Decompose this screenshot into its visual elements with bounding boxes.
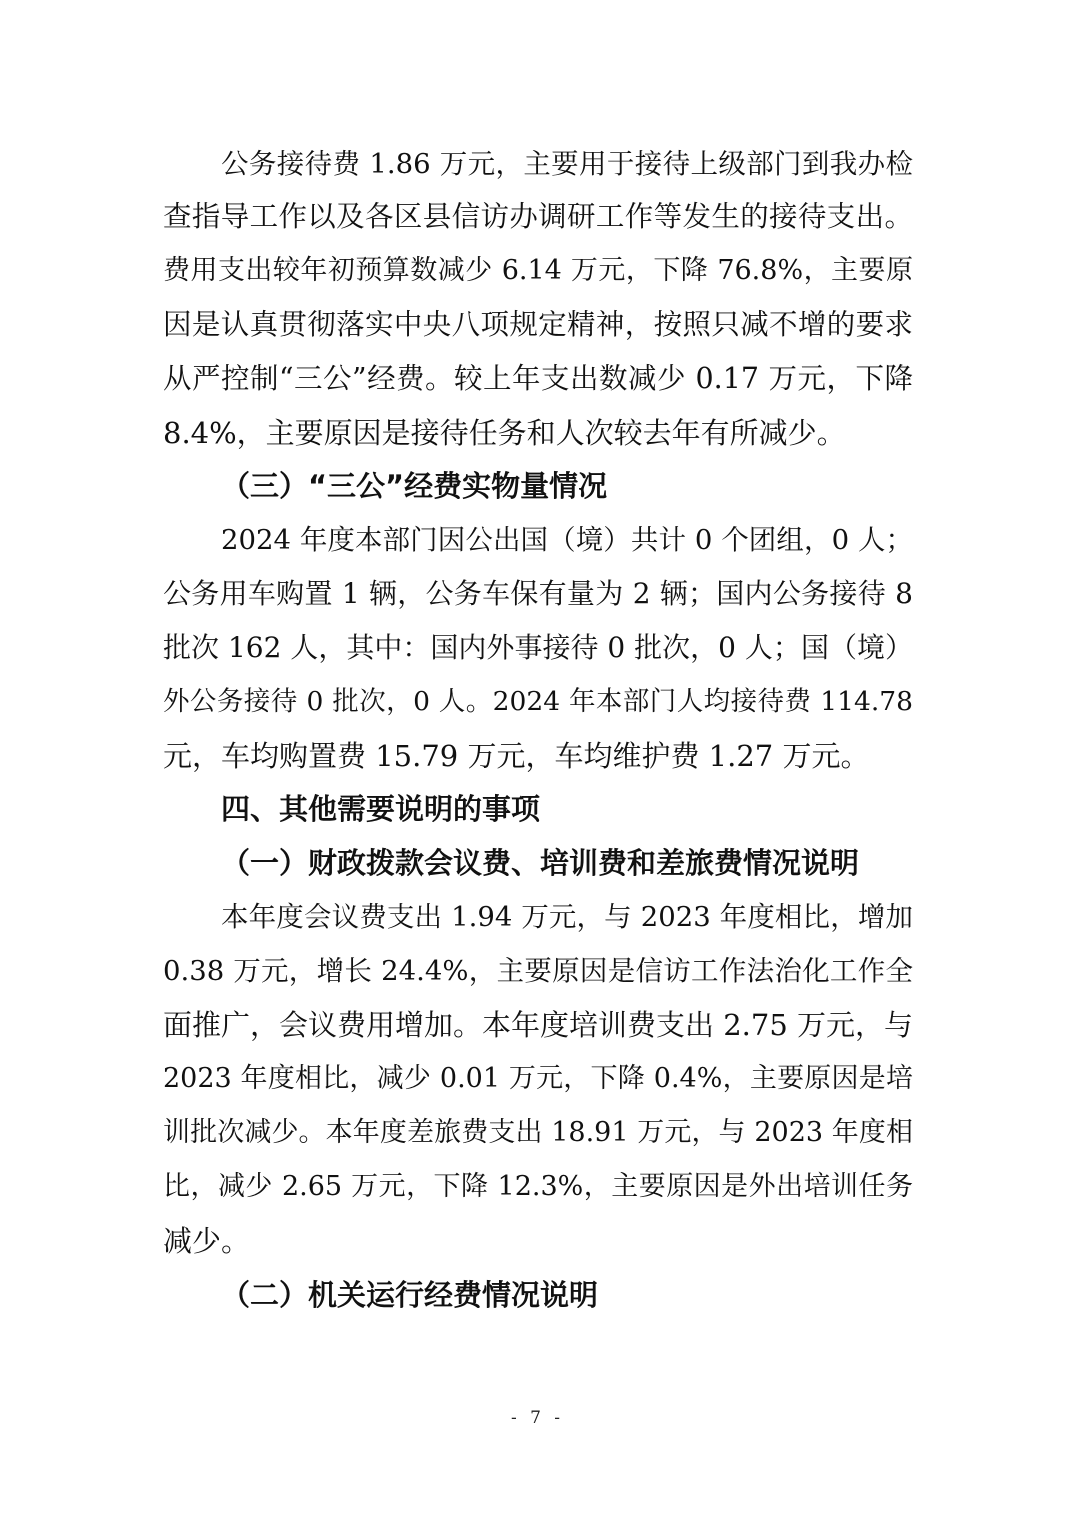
subsection-heading: （三）“三公”经费实物量情况 xyxy=(221,469,608,503)
paragraph-line: 比，减少 2.65 万元，下降 12.3%，主要原因是外出培训任务 xyxy=(163,1171,913,1202)
paragraph-line: 减少。 xyxy=(163,1224,251,1258)
subsection-heading: （一）财政拨款会议费、培训费和差旅费情况说明 xyxy=(221,846,860,880)
paragraph-line: 面推广，会议费用增加。本年度培训费支出 2.75 万元，与 xyxy=(163,1008,914,1042)
paragraph-line: 本年度会议费支出 1.94 万元，与 2023 年度相比，增加 xyxy=(221,901,913,933)
paragraph-line: 2023 年度相比，减少 0.01 万元，下降 0.4%，主要原因是培 xyxy=(163,1063,913,1094)
paragraph-line: 8.4%，主要原因是接待任务和人次较去年有所减少。 xyxy=(163,416,846,450)
paragraph-line: 费用支出较年初预算数减少 6.14 万元，下降 76.8%，主要原 xyxy=(163,255,913,286)
paragraph-line: 2024 年度本部门因公出国（境）共计 0 个团组，0 人； xyxy=(221,524,913,556)
paragraph-line: 批次 162 人，其中：国内外事接待 0 批次，0 人；国（境） xyxy=(163,631,913,664)
paragraph-line: 公务接待费 1.86 万元，主要用于接待上级部门到我办检 xyxy=(221,148,913,180)
page-number: - 7 - xyxy=(510,1408,565,1428)
paragraph-line: 查指导工作以及各区县信访办调研工作等发生的接待支出。 xyxy=(163,200,913,233)
paragraph-line: 外公务接待 0 批次，0 人。2024 年本部门人均接待费 114.78 xyxy=(163,686,913,717)
paragraph-line: 因是认真贯彻落实中央八项规定精神，按照只减不增的要求 xyxy=(163,308,913,341)
paragraph-line: 0.38 万元，增长 24.4%，主要原因是信访工作法治化工作全 xyxy=(163,955,913,987)
paragraph-line: 元，车均购置费 15.79 万元，车均维护费 1.27 万元。 xyxy=(163,739,870,773)
paragraph-line: 训批次减少。本年度差旅费支出 18.91 万元，与 2023 年度相 xyxy=(163,1117,913,1148)
paragraph-line: 从严控制“三公”经费。较上年支出数减少 0.17 万元，下降 xyxy=(163,362,913,395)
paragraph-line: 公务用车购置 1 辆，公务车保有量为 2 辆；国内公务接待 8 xyxy=(163,577,913,610)
section-heading: 四、其他需要说明的事项 xyxy=(221,792,541,826)
subsection-heading: （二）机关运行经费情况说明 xyxy=(221,1278,599,1312)
